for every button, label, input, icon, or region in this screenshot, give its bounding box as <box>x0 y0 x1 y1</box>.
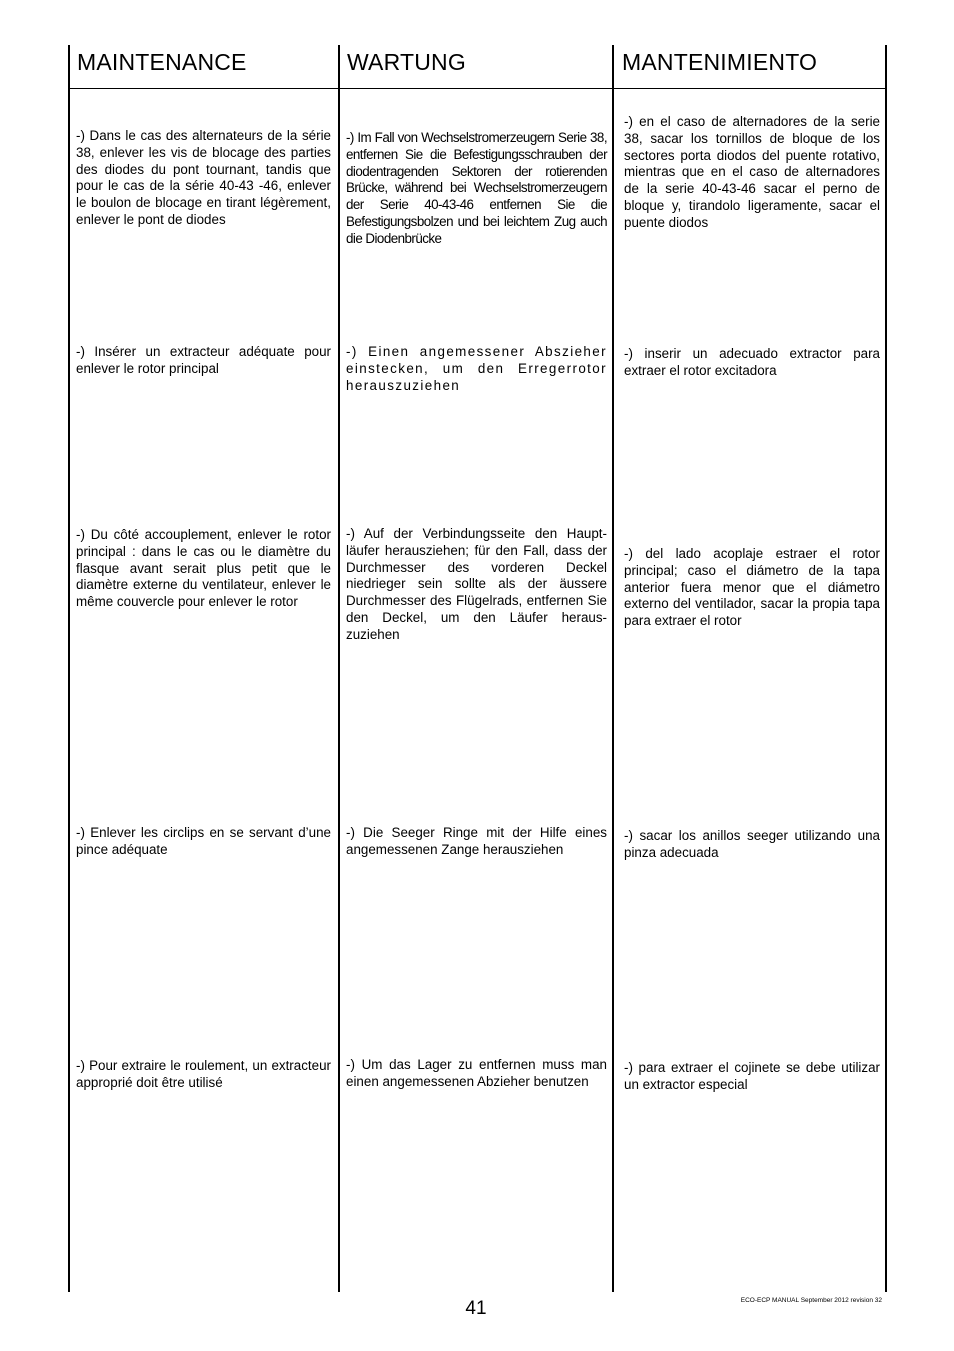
step-1-fr: -) Dans le cas des alternateurs de la série 38, enlever les vis de blocage des parties des diodes du pont tournant, tandis que pour le cas de la série 40-43 -46, enlever le boulon de blocage en tirant légèrement, enlever le pont de diodes <box>76 128 331 227</box>
step-4-es: -) sacar los anillos seeger utilizando una pinza adecuada <box>624 828 880 860</box>
step-5-de: -) Um das Lager zu entfernen muss man einen angemessenen Abzieher benutzen <box>346 1057 607 1089</box>
column-rule-right <box>885 45 887 1292</box>
step-3-de: -) Auf der Verbindungsseite den Haupt-läufer herausziehen; für den Fall, dass der Durchmesser des vorderen Deckel niedrieger sein sollte als der äussere Durchmesser des Flügelrads, entfernen Sie den Deckel, um den Läufer heraus-zuziehen <box>346 526 607 642</box>
footer-manual-revision: ECO-ECP MANUAL September 2012 revision 32 <box>740 1297 882 1304</box>
header-mantenimiento: MANTENIMIENTO <box>622 49 818 75</box>
step-2-de: -) Einen angemessener Abszieher einstecken, um den Erregerrotor herauszuziehen <box>346 344 607 393</box>
step-3-es: -) del lado acoplaje estraer el rotor principal; caso el diámetro de la tapa anterior fuera menor que el diámetro externo del ventilador, sacar la propia tapa para extraer el rotor <box>624 546 880 629</box>
header-rule <box>69 88 887 89</box>
step-5-fr: -) Pour extraire le roulement, un extracteur approprié doit être utilisé <box>76 1058 331 1090</box>
step-5-es: -) para extraer el cojinete se debe utilizar un extractor especial <box>624 1060 880 1092</box>
step-3-fr: -) Du côté accouplement, enlever le rotor principal : dans le cas ou le diamètre du flasque avant serait plus petit que le diamètre externe du ventilateur, enlever le même couvercle pour enlever le rotor <box>76 527 331 610</box>
header-wartung: WARTUNG <box>347 49 466 75</box>
column-rule-3 <box>612 45 614 1292</box>
header-maintenance: MAINTENANCE <box>77 49 247 75</box>
column-rule-left <box>68 45 70 1292</box>
page-number: 41 <box>465 1298 487 1319</box>
step-2-fr: -) Insérer un extracteur adéquate pour enlever le rotor principal <box>76 344 331 376</box>
step-4-fr: -) Enlever les circlips en se servant d’une pince adéquate <box>76 825 331 857</box>
step-4-de: -) Die Seeger Ringe mit der Hilfe eines angemessenen Zange herausziehen <box>346 825 607 857</box>
step-1-es: -) en el caso de alternadores de la serie 38, sacar los tornillos de bloque de los sectores porta diodos del puente rotativo, mientras que en el caso de alternadores de la serie 40-43-46 sacar el perno de bloque y, tirandolo ligeramente, sacar el puente diodos <box>624 114 880 230</box>
step-2-es: -) inserir un adecuado extractor para extraer el rotor excitadora <box>624 346 880 378</box>
column-rule-2 <box>338 45 340 1292</box>
step-1-de: -) Im Fall von Wechselstromerzeugern Serie 38, entfernen Sie die Befestigungsschrauben der diodentragenden Sektoren der rotierenden Brücke, während bei Wechselstromerzeugern der Serie 40-43-46 entfernen Sie die Befestigungsbolzen und bei leichtem Zug auch die Diodenbrücke <box>346 130 607 246</box>
